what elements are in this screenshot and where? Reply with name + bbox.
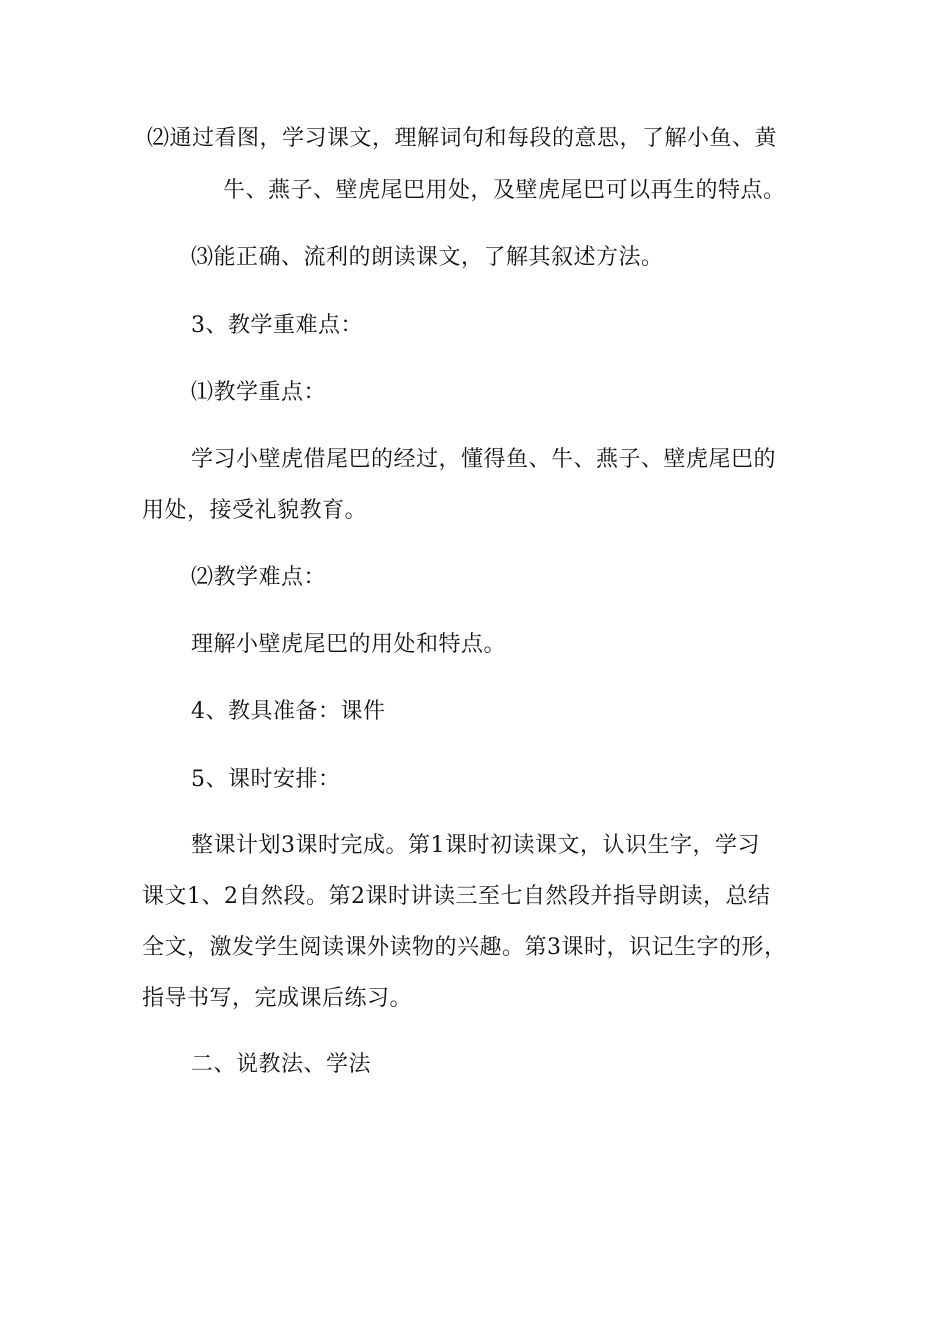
key-point-text-line-2: 用处，接受礼貌教育。 (142, 498, 368, 523)
part-2-heading: 二、说教法、学法 (191, 1052, 372, 1077)
section-5-heading: 5、课时安排： (191, 767, 341, 792)
schedule-text-line-1: 整课计划3课时完成。第1课时初读课文，认识生字，学习 (191, 833, 760, 858)
section-3-heading: 3、教学重难点： (191, 313, 363, 338)
difficulty-text: 理解小壁虎尾巴的用处和特点。 (191, 632, 507, 657)
schedule-text-line-2: 课文1、2自然段。第2课时讲读三至七自然段并指导朗读，总结 (142, 884, 771, 909)
difficulty-heading: ⑵教学难点： (191, 565, 327, 590)
key-point-text-line-1: 学习小壁虎借尾巴的经过，懂得鱼、牛、燕子、壁虎尾巴的 (191, 447, 777, 472)
schedule-text-line-4: 指导书写，完成课后练习。 (142, 986, 413, 1011)
key-point-heading: ⑴教学重点： (191, 380, 327, 405)
objective-3-line: ⑶能正确、流利的朗读课文，了解其叙述方法。 (191, 245, 664, 270)
objective-2-line-2: 牛、燕子、壁虎尾巴用处，及壁虎尾巴可以再生的特点。 (223, 178, 786, 203)
section-4-heading: 4、教具准备：课件 (191, 699, 386, 724)
objective-2-line-1: ⑵通过看图，学习课文，理解词句和每段的意思，了解小鱼、黄 (147, 126, 778, 151)
schedule-text-line-3: 全文，激发学生阅读课外读物的兴趣。第3课时，识记生字的形， (142, 935, 787, 960)
